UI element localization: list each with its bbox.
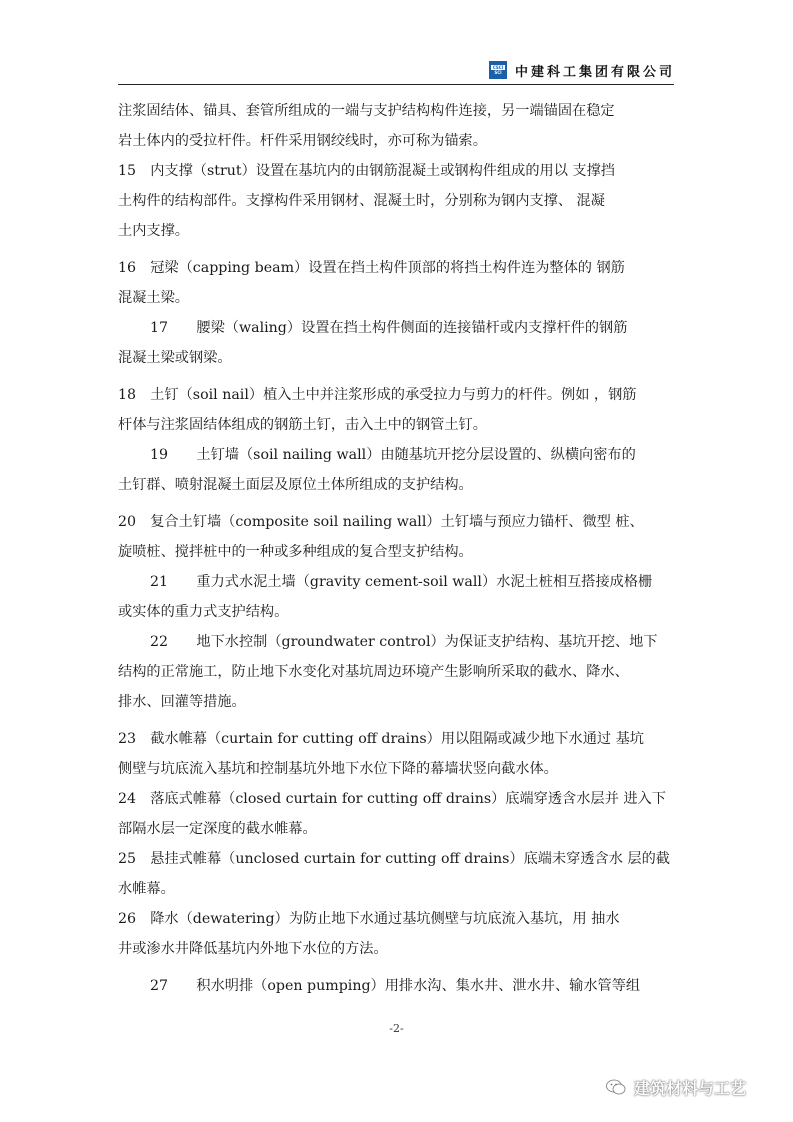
body-line: 旋喷桩、搅拌桩中的一种或多种组成的复合型支护结构。 [118,544,473,560]
body-line: 混凝土梁。 [118,290,189,306]
body-line: 井或渗水井降低基坑内外地下水位的方法。 [118,941,388,957]
watermark-text: 建筑材料与工艺 [634,1079,747,1098]
body-line: 土钉群、喷射混凝土面层及原位土体所组成的支护结构。 [118,477,473,493]
body-line: 20 复合土钉墙（composite soil nailing wall）土钉墙与预应力锚杆、微型 桩、 [118,514,644,530]
body-line: 注浆固结体、锚具、套管所组成的一端与支护结构构件连接，另一端锚固在稳定 [118,103,615,119]
body-line: 土内支撑。 [118,223,189,239]
body-line: 排水、回灌等措施。 [118,694,246,710]
body-line: 26 降水（dewatering）为防止地下水通过基坑侧壁与坑底流入基坑，用 抽水 [118,911,620,927]
body-line: 21 重力式水泥土墙（gravity cement-soil wall）水泥土桩相互搭接成格栅 [150,574,653,590]
body-line: 部隔水层一定深度的截水帷幕。 [118,821,317,837]
page-header [118,58,675,82]
body-line: 19 土钉墙（soil nailing wall）由随基坑开挖分层设置的、纵横向密布的 [150,447,636,463]
body-line: 16 冠梁（capping beam）设置在挡土构件顶部的将挡土构件连为整体的 钢筋 [118,260,625,276]
company-logo: CSCI SCI [489,61,507,79]
body-line: 15 内支撑（strut）设置在基坑内的由钢筋混凝土或钢构件组成的用以 支撑挡 [118,163,615,179]
body-line: 侧壁与坑底流入基坑和控制基坑外地下水位下降的幕墙状竖向截水体。 [118,761,558,777]
body-line: 25 悬挂式帷幕（unclosed curtain for cutting off drains）底端未穿透含水 层的截 [118,851,670,867]
body-line: 混凝土梁或钢梁。 [118,350,232,366]
wechat-icon [606,1079,626,1096]
body-line: 杆体与注浆固结体组成的钢筋土钉，击入土中的钢管土钉。 [118,417,487,433]
body-line: 18 土钉（soil nail）植入土中并注浆形成的承受拉力与剪力的杆件。例如 ，钢筋 [118,387,637,403]
body-line: 17 腰梁（waling）设置在挡土构件侧面的连接锚杆或内支撑杆件的钢筋 [150,320,628,336]
body-line: 24 落底式帷幕（closed curtain for cutting off drains）底端穿透含水层并 进入下 [118,791,666,807]
body-line: 22 地下水控制（groundwater control）为保证支护结构、基坑开挖、地下 [150,634,658,650]
body-line: 23 截水帷幕（curtain for cutting off drains）用以阻隔或减少地下水通过 基坑 [118,731,644,747]
header-rule [118,84,674,85]
body-line: 土构件的结构部件。支撑构件采用钢材、混凝土时，分别称为钢内支撑、 混凝 [118,193,605,209]
body-line: 水帷幕。 [118,881,175,897]
body-line: 27 积水明排（open pumping）用排水沟、集水井、泄水井、输水管等组 [150,978,641,994]
page-number: -2- [389,1022,404,1035]
body-line: 结构的正常施工，防止地下水变化对基坑周边环境产生影响所采取的截水、降水、 [118,664,629,680]
body-line: 岩土体内的受拉杆件。杆件采用钢绞线时，亦可称为锚索。 [118,133,487,149]
company-name: 中建科工集团有限公司 [514,64,675,80]
body-line: 或实体的重力式支护结构。 [118,604,289,620]
watermark [606,1076,746,1099]
